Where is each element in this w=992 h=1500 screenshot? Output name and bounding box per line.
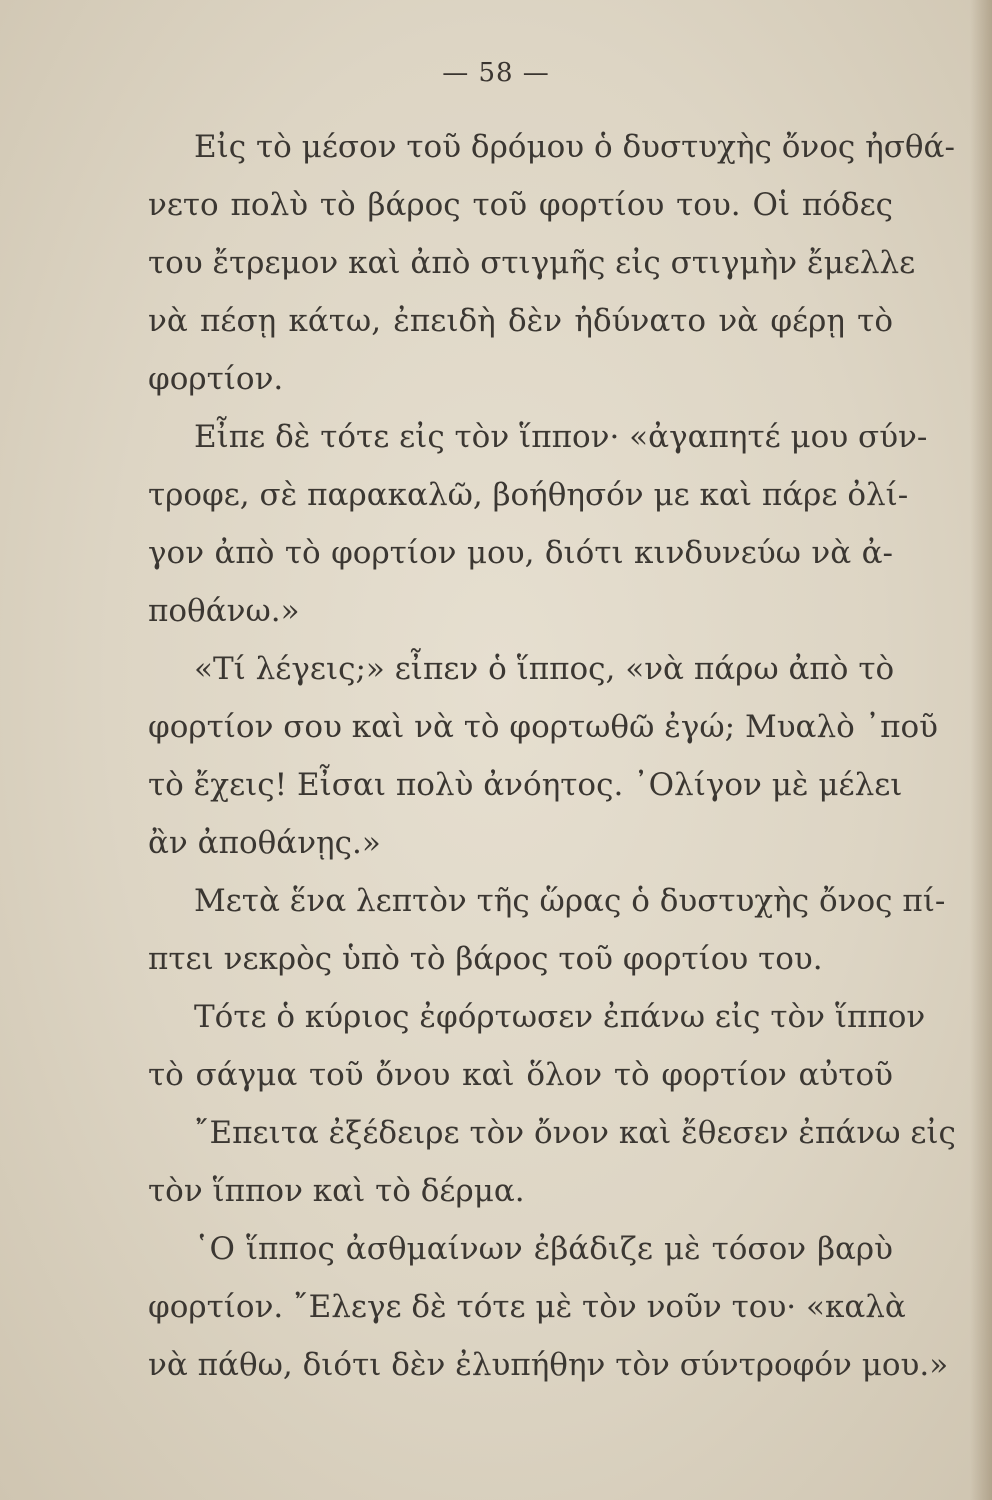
text-line: νὰ πέσῃ κάτω, ἐπειδὴ δὲν ἠδύνατο νὰ φέρῃ τὸ <box>148 303 893 339</box>
text-line: φορτίον. <box>148 361 284 397</box>
text-line: νετο πολὺ τὸ βάρος τοῦ φορτίου του. Οἱ πόδες <box>148 187 893 223</box>
text-line: ἂν ἀποθάνῃς.» <box>148 825 381 861</box>
text-line: Τότε ὁ κύριος ἐφόρτωσεν ἐπάνω εἰς τὸν ἵππον <box>194 999 926 1035</box>
page-text-body <box>148 118 956 1394</box>
text-line: νὰ πάθω, διότι δὲν ἐλυπήθην τὸν σύντροφόν μου.» <box>148 1347 949 1383</box>
text-line: τὸ ἔχεις! Εἶσαι πολὺ ἀνόητος. ᾽Ολίγον μὲ μέλει <box>148 767 903 803</box>
text-line: ῾Ο ἵππος ἀσθμαίνων ἐβάδιζε μὲ τόσον βαρὺ <box>194 1231 893 1267</box>
page-number: — 58 — <box>442 58 550 88</box>
text-line: τὸν ἵππον καὶ τὸ δέρμα. <box>148 1173 525 1209</box>
text-line: γον ἀπὸ τὸ φορτίον μου, διότι κινδυνεύω νὰ ἀ- <box>148 535 893 571</box>
text-line: «Τί λέγεις;» εἶπεν ὁ ἵππος, «νὰ πάρω ἀπὸ τὸ <box>194 651 895 687</box>
page-spine-shadow <box>970 0 992 1500</box>
text-line: φορτίον σου καὶ νὰ τὸ φορτωθῶ ἐγώ; Μυαλὸ ᾽ποῦ <box>148 709 939 745</box>
text-line: τὸ σάγμα τοῦ ὄνου καὶ ὅλον τὸ φορτίον αὐτοῦ <box>148 1057 893 1093</box>
text-line: ποθάνω.» <box>148 593 300 629</box>
text-line: Εἰς τὸ μέσον τοῦ δρόμου ὁ δυστυχὴς ὄνος ἠσθά- <box>194 129 955 165</box>
text-line: τροφε, σὲ παρακαλῶ, βοήθησόν με καὶ πάρε ὀλί- <box>148 477 909 513</box>
text-line: Εἶπε δὲ τότε εἰς τὸν ἵππον· «ἀγαπητέ μου σύν- <box>194 419 928 455</box>
text-line: Μετὰ ἕνα λεπτὸν τῆς ὥρας ὁ δυστυχὴς ὄνος πί- <box>194 883 946 919</box>
text-line: ῎Επειτα ἐξέδειρε τὸν ὄνον καὶ ἔθεσεν ἐπάνω εἰς <box>194 1115 956 1151</box>
text-line: πτει νεκρὸς ὑπὸ τὸ βάρος τοῦ φορτίου του. <box>148 941 823 977</box>
text-line: του ἔτρεμον καὶ ἀπὸ στιγμῆς εἰς στιγμὴν ἔμελλε <box>148 245 916 281</box>
text-line: φορτίον. ῎Ελεγε δὲ τότε μὲ τὸν νοῦν του· «καλὰ <box>148 1289 906 1325</box>
